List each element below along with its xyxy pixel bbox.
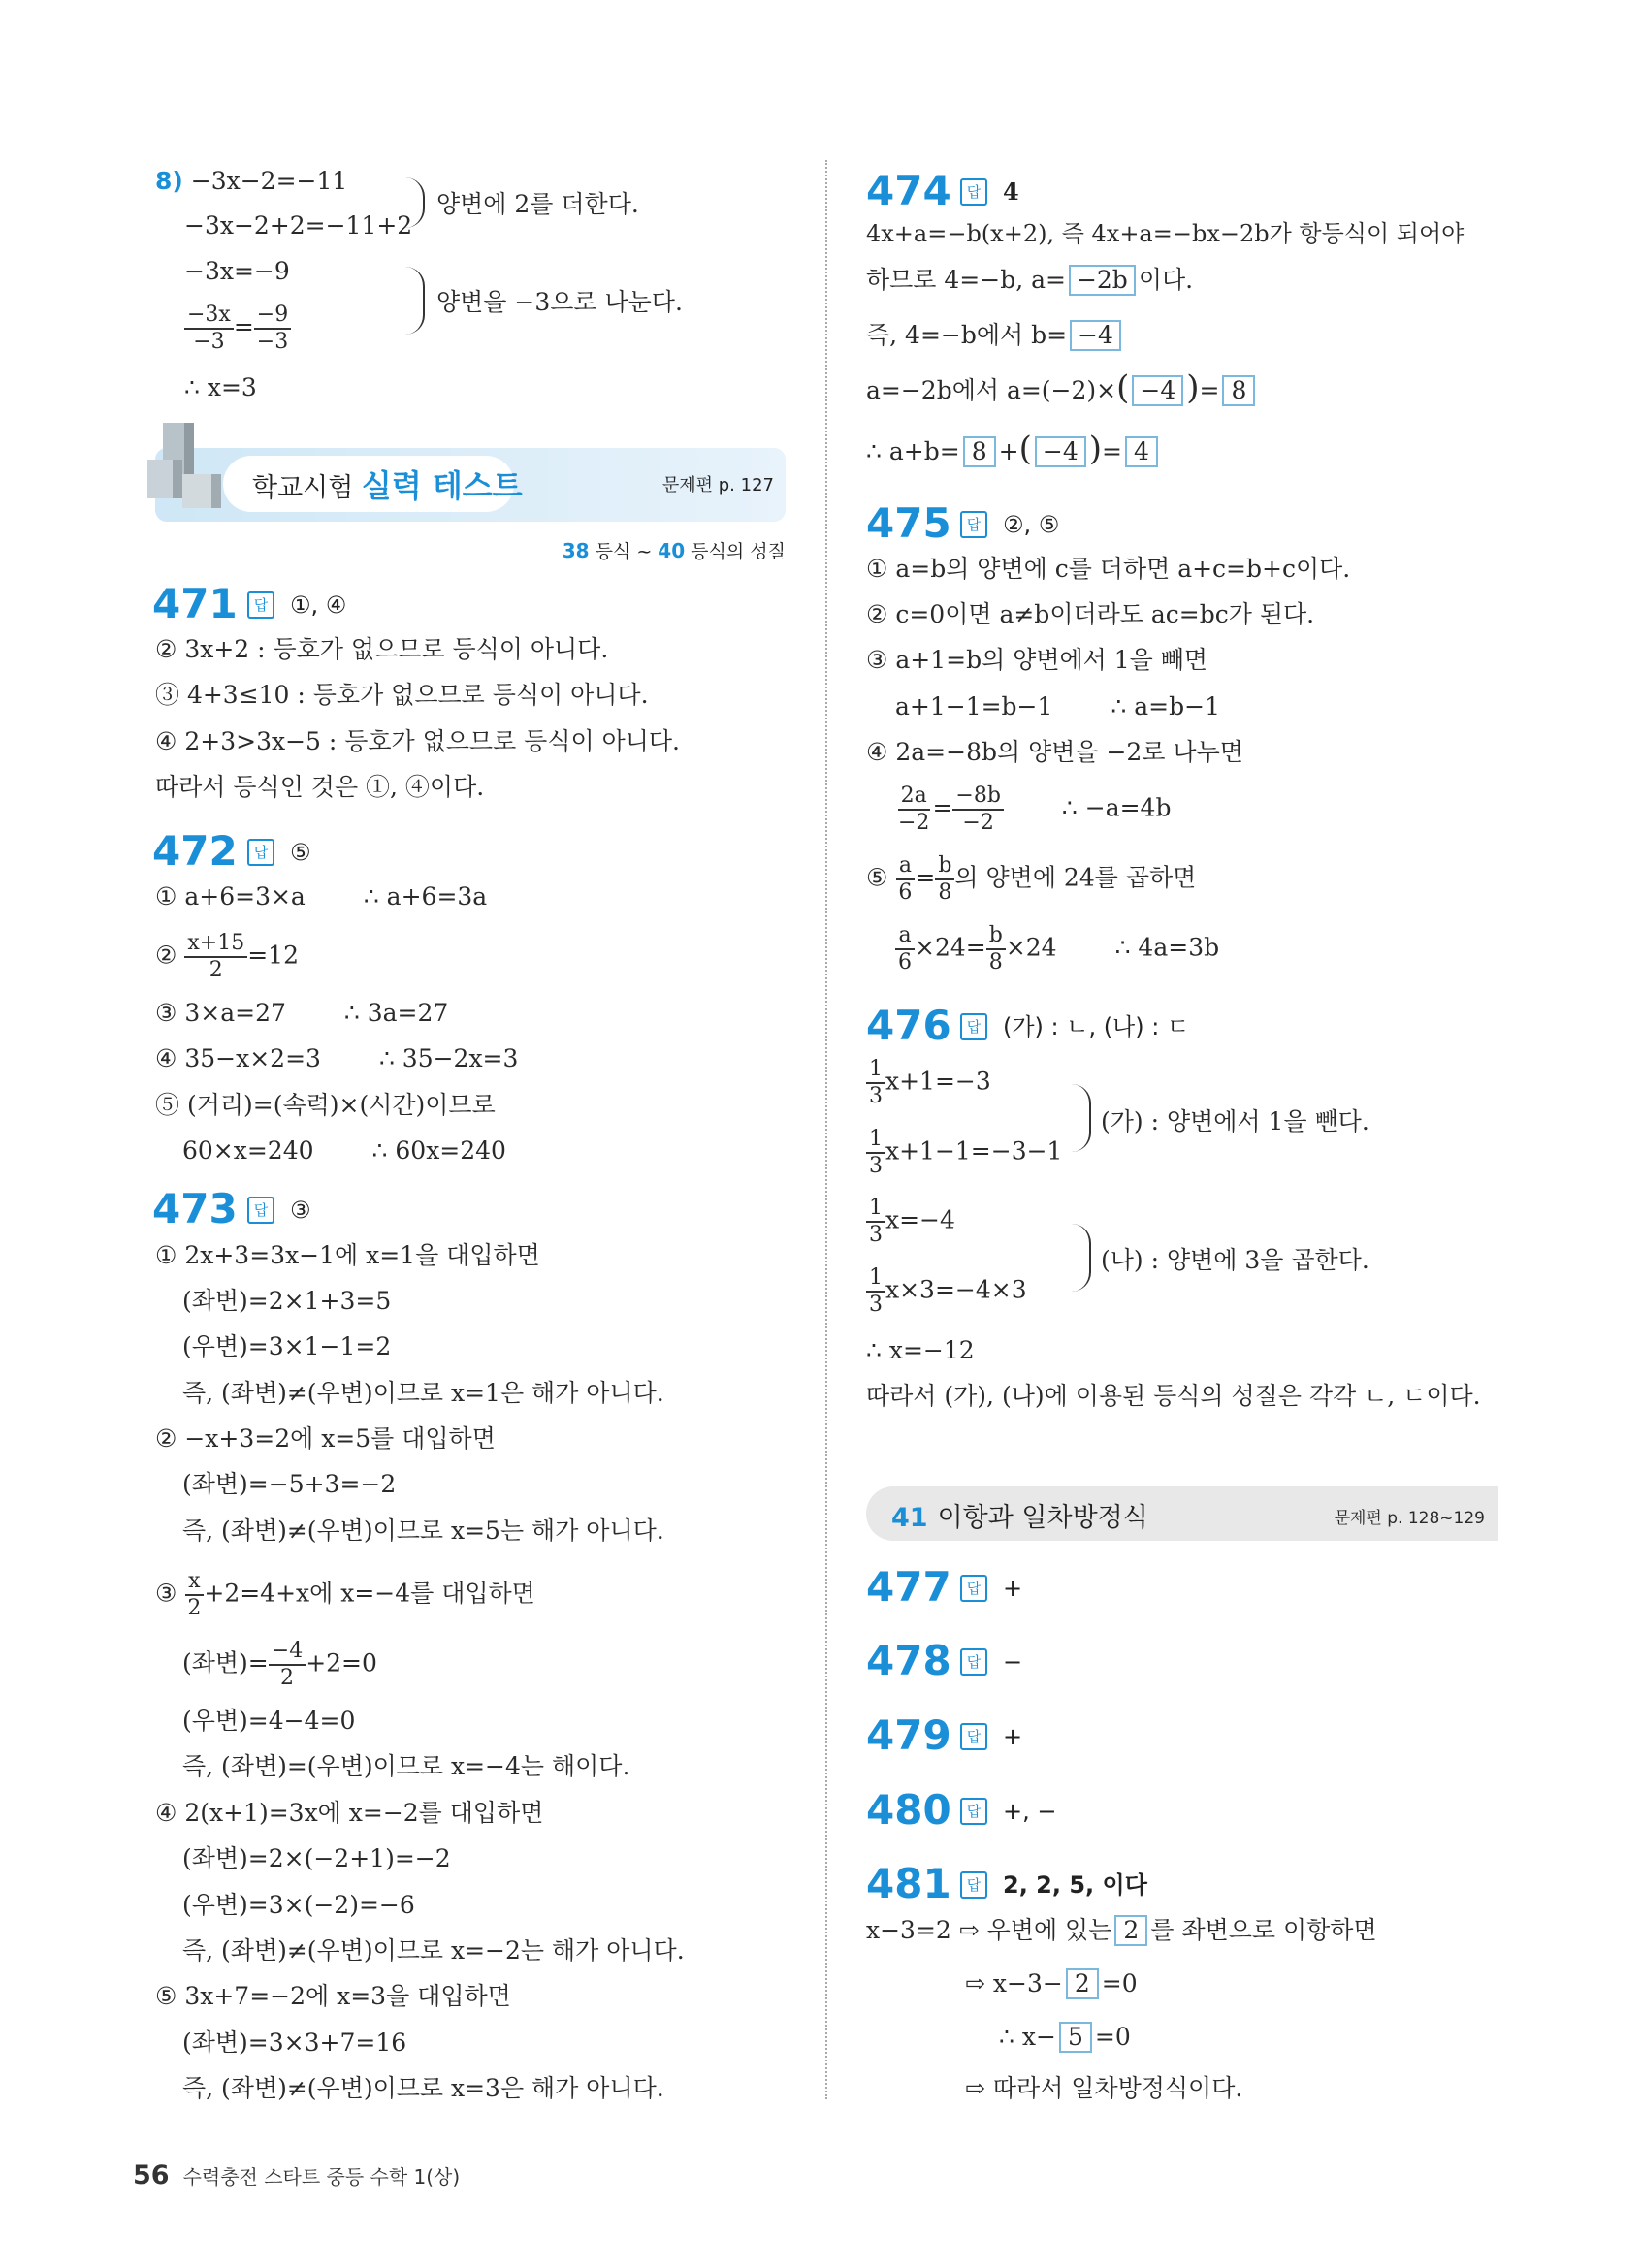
answer: 답 ②, ⑤	[960, 499, 1059, 549]
q473-line: (좌변)=3×3+7=16	[182, 2028, 407, 2057]
p8-line1: 8) −3x−2=−11	[155, 167, 348, 195]
answer-badge: 답	[960, 1871, 987, 1899]
book-title: 수력충전 스타트 중등 수학 1(상)	[182, 2165, 461, 2188]
fraction: $\frac{b}{8}$	[935, 853, 954, 906]
problem-number: 476	[866, 1002, 951, 1049]
section-title: 41 이항과 일차방정식	[891, 1503, 1148, 1533]
q473-line: (좌변)=2×(−2+1)=−2	[182, 1844, 451, 1872]
q474-line1: 4x+a=−b(x+2), 즉 4x+a=−bx−2b가 항등식이 되어야	[866, 220, 1465, 247]
banner-page-ref: 문제편 p. 127	[661, 475, 774, 495]
brace-arrow	[405, 267, 425, 335]
answer: 답 ⑤	[247, 827, 311, 877]
answer-box: −4	[1035, 436, 1086, 467]
q476-step: $\frac{1}{3}$ x+1=−3	[866, 1057, 991, 1109]
problem-number: 480	[866, 1786, 951, 1834]
answer: 답 ①, ④	[247, 580, 346, 629]
q473-line: ① 2x+3=3x−1에 x=1을 대입하면	[155, 1241, 540, 1269]
fraction: $\frac{-8b}{-2}$	[952, 783, 1004, 836]
q473-line: ⑤ 3x+7=−2에 x=3을 대입하면	[155, 1982, 511, 2010]
q475-line: ③ a+1=b의 양변에서 1을 빼면	[866, 646, 1208, 674]
answer: 답 +, −	[960, 1786, 1056, 1836]
q473-line: (우변)=4−4=0	[182, 1707, 356, 1735]
page-footer	[133, 2160, 460, 2190]
q481-line1: x−3=2 ⇨ 우변에 있는 2 를 좌변으로 이항하면	[866, 1916, 1377, 1944]
q473-line: (좌변)=−5+3=−2	[182, 1470, 397, 1498]
answer-badge: 답	[960, 1798, 987, 1825]
answer-box: 8	[963, 436, 996, 467]
answer-badge: 답	[960, 1013, 987, 1040]
answer: 답 (가) : ㄴ, (나) : ㄷ	[960, 1002, 1189, 1051]
answer-box: −4	[1070, 320, 1121, 351]
answer-badge: 답	[247, 591, 274, 619]
answer-badge: 답	[960, 1723, 987, 1750]
problem-number: 481	[866, 1860, 951, 1907]
q475-line: ⑤ $\frac{a}{6}$ = $\frac{b}{8}$ 의 양변에 24를 곱하면	[866, 853, 1197, 905]
problem-number: 475	[866, 499, 951, 547]
q473-line: (우변)=3×(−2)=−6	[182, 1891, 415, 1919]
fraction: $\frac{a}{6}$	[895, 923, 915, 975]
q472-line2: ② $\frac{x+15}{2}$ =12	[155, 931, 299, 982]
answer: 답 +	[960, 1711, 1022, 1761]
answer: 답 −	[960, 1637, 1022, 1686]
answer-box: 5	[1059, 2022, 1092, 2053]
q472-line5: ⑤ (거리)=(속력)×(시간)이므로	[155, 1091, 496, 1119]
q476-note1: (가) : 양변에서 1을 뺀다.	[1101, 1107, 1369, 1135]
q473-line: ② −x+3=2에 x=5를 대입하면	[155, 1424, 496, 1453]
problem-number: 472	[152, 827, 238, 875]
p8-line4: $\frac{-3x}{-3}$ = $\frac{-9}{-3}$	[184, 303, 291, 355]
q471-line: 따라서 등식인 것은 ①, ④이다.	[155, 773, 485, 801]
q476-step: ∴ x=−12	[866, 1336, 975, 1364]
answer: 답 2, 2, 5, 이다	[960, 1860, 1147, 1909]
answer-badge: 답	[247, 1197, 274, 1224]
q481-line4: ⇨ 따라서 일차방정식이다.	[965, 2074, 1243, 2102]
q471-line: ④ 2+3>3x−5 : 등호가 없으므로 등식이 아니다.	[155, 727, 680, 755]
q475-line: a+1−1=b−1 ∴ a=b−1	[895, 692, 1220, 720]
answer-box: 2	[1066, 1968, 1099, 1999]
q473-line: (좌변)= $\frac{-4}{2}$ +2=0	[182, 1639, 377, 1690]
brace-arrow	[1072, 1084, 1091, 1152]
p8-note1: 양변에 2를 더한다.	[436, 190, 639, 218]
q476-step: $\frac{1}{3}$ x×3=−4×3	[866, 1265, 1027, 1318]
q476-step: $\frac{1}{3}$ x=−4	[866, 1196, 955, 1248]
section-header	[866, 1486, 1498, 1541]
school-test-banner	[155, 448, 786, 522]
answer-box: 2	[1114, 1915, 1147, 1946]
answer-box: −2b	[1069, 265, 1136, 296]
fraction: $\frac{b}{8}$	[986, 923, 1006, 975]
q476-conclusion: 따라서 (가), (나)에 이용된 등식의 성질은 각각 ㄴ, ㄷ이다.	[866, 1382, 1481, 1410]
q472-line1: ① a+6=3×a ∴ a+6=3a	[155, 882, 488, 910]
answer-box: 4	[1125, 436, 1158, 467]
answer-badge: 답	[960, 1575, 987, 1602]
q472-line4: ④ 35−x×2=3 ∴ 35−2x=3	[155, 1044, 519, 1072]
answer: 답 4	[960, 167, 1019, 216]
section-page-ref: 문제편 p. 128~129	[1334, 1509, 1485, 1528]
q481-line2: ⇨ x−3− 2 =0	[965, 1969, 1138, 1997]
p8-line2: −3x−2+2=−11+2	[184, 211, 413, 240]
problem-number: 471	[152, 580, 238, 627]
fraction: $\frac{-9}{-3}$	[254, 303, 291, 355]
q476-note2: (나) : 양변에 3을 곱한다.	[1101, 1246, 1369, 1274]
q474-line4: a=−2b에서 a=(−2)×( −4 )= 8	[866, 373, 1258, 406]
q472-line6: 60×x=240 ∴ 60x=240	[182, 1136, 506, 1165]
q473-line: 즉, (좌변)≠(우변)이므로 x=5는 해가 아니다.	[182, 1517, 664, 1545]
fraction: $\frac{x+15}{2}$	[184, 931, 247, 983]
banner-title: 학교시험 실력 테스트	[252, 467, 523, 504]
page-number: 56	[133, 2160, 170, 2190]
q473-line: 즉, (좌변)=(우변)이므로 x=−4는 해이다.	[182, 1752, 630, 1780]
q474-line3: 즉, 4=−b에서 b= −4	[866, 320, 1124, 351]
problem-number: 477	[866, 1563, 951, 1611]
q473-line: ③ $\frac{x}{2}$ +2=4+x에 x=−4를 대입하면	[155, 1569, 535, 1620]
fraction: $\frac{x}{2}$	[184, 1569, 204, 1621]
q474-line2: 하므로 4=−b, a= −2b 이다.	[866, 266, 1194, 294]
q474-line5: ∴ a+b= 8 +( −4 )= 4	[866, 434, 1161, 467]
answer-badge: 답	[960, 511, 987, 538]
problem-number: 473	[152, 1185, 238, 1232]
q473-line: 즉, (좌변)≠(우변)이므로 x=1은 해가 아니다.	[182, 1379, 664, 1407]
q475-line: ④ 2a=−8b의 양변을 −2로 나누면	[866, 738, 1243, 766]
q473-line: 즉, (좌변)≠(우변)이므로 x=−2는 해가 아니다.	[182, 1936, 685, 1965]
q475-line: ② c=0이면 a≠b이더라도 ac=bc가 된다.	[866, 600, 1315, 628]
problem-number: 479	[866, 1711, 951, 1759]
q475-line: $\frac{a}{6}$ ×24= $\frac{b}{8}$ ×24 ∴ 4a=3b	[895, 923, 1219, 975]
q471-line: ② 3x+2 : 등호가 없으므로 등식이 아니다.	[155, 635, 609, 663]
answer: 답 ③	[247, 1185, 311, 1234]
q476-step: $\frac{1}{3}$ x+1−1=−3−1	[866, 1127, 1062, 1179]
answer-box: 8	[1222, 375, 1255, 406]
q472-line3: ③ 3×a=27 ∴ 3a=27	[155, 999, 449, 1027]
answer-badge: 답	[247, 839, 274, 866]
q473-line: (우변)=3×1−1=2	[182, 1332, 392, 1360]
topic-range: 38 등식 ~ 40 등식의 성질	[562, 539, 786, 562]
problem-number: 478	[866, 1637, 951, 1684]
q475-line: $\frac{2a}{-2}$ = $\frac{-8b}{-2}$ ∴ −a=4b	[895, 783, 1171, 836]
p8-line3: −3x=−9	[184, 257, 290, 285]
brace-arrow	[405, 177, 425, 228]
fraction: $\frac{2a}{-2}$	[898, 783, 930, 835]
q475-line: ① a=b의 양변에 c를 더하면 a+c=b+c이다.	[866, 555, 1351, 583]
p8-note2: 양변을 −3으로 나눈다.	[436, 288, 683, 316]
column-divider	[825, 160, 827, 2099]
q473-line: 즉, (좌변)≠(우변)이므로 x=3은 해가 아니다.	[182, 2074, 664, 2102]
q473-line: (좌변)=2×1+3=5	[182, 1287, 392, 1315]
p8-line5: ∴ x=3	[184, 373, 257, 401]
problem-number: 474	[866, 167, 951, 214]
cube-stack-icon	[144, 421, 227, 518]
answer-box: −4	[1132, 375, 1183, 406]
q481-line3: ∴ x− 5 =0	[999, 2023, 1131, 2051]
q471-line: ③ 4+3≤10 : 등호가 없으므로 등식이 아니다.	[155, 681, 649, 709]
fraction: $\frac{-3x}{-3}$	[184, 303, 234, 355]
answer-badge: 답	[960, 178, 987, 206]
answer-badge: 답	[960, 1648, 987, 1676]
q473-line: ④ 2(x+1)=3x에 x=−2를 대입하면	[155, 1799, 544, 1827]
brace-arrow	[1072, 1224, 1091, 1292]
fraction: $\frac{-4}{2}$	[269, 1639, 306, 1691]
fraction: $\frac{a}{6}$	[895, 853, 915, 906]
answer: 답 +	[960, 1563, 1022, 1613]
